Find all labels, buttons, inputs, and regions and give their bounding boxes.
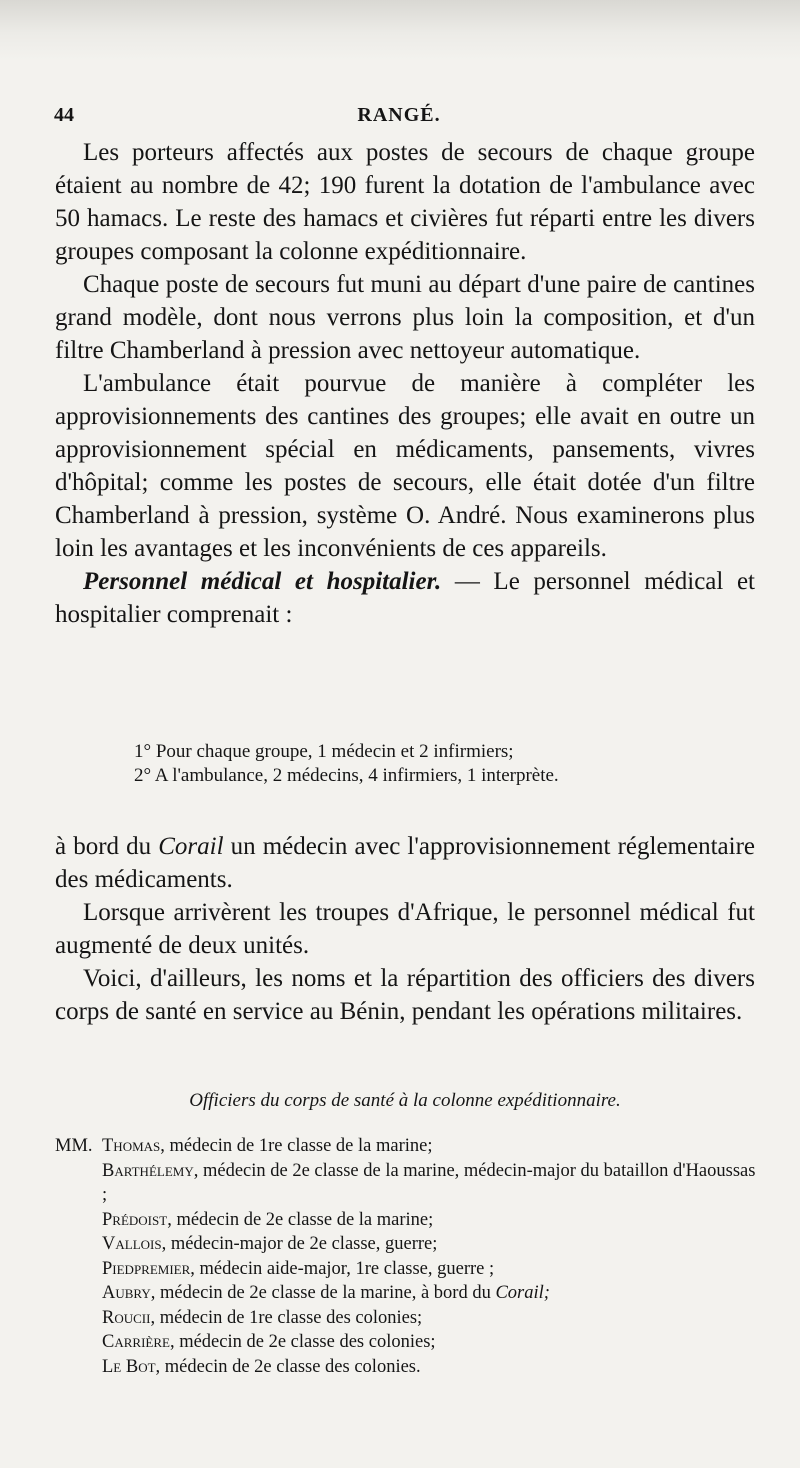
roster-entry [55,1159,760,1208]
paragraph-postes: Chaque poste de secours fut muni au départ d'une paire de cantines grand modèle, dont nous verrons plus loin la composition, et d'un filtre Chamberland à pression avec nettoyeur automatique. [55,271,755,364]
page-number: 44 [54,104,74,126]
paragraph-afrique: Lorsque arrivèrent les troupes d'Afrique, le personnel médical fut augmenté de deux unités. [55,899,755,959]
paragraph-personnel [55,565,755,631]
officer-name: Piedpremier [102,1258,191,1279]
officer-desc: , médecin de 2e classe de la marine, à bord du [150,1283,496,1303]
roster-prefix: MM. [55,1136,93,1156]
paragraph-ambulance: L'ambulance était pourvue de manière à compléter les approvisionnements des cantines des groupes; elle avait en outre un approvisionnement spécial en médicaments, pansements, vivres d'hôpital; comme les postes de secours, elle était dotée d'un filtre Chamberland à pression, système O. André. Nous examinerons plus loin les avantages et les inconvénients de ces appareils. [55,370,755,562]
officer-roster [55,1134,760,1379]
roster-entry [55,1355,760,1380]
officer-name: Thomas [102,1136,161,1156]
officer-desc: , médecin de 1re classe de la marine; [160,1136,433,1156]
scan-shadow [0,0,800,60]
main-text [55,136,755,631]
staff-item-1: 1° Pour chaque groupe, 1 médecin et 2 infirmiers; [134,741,514,762]
main-text-continued [55,830,755,1028]
officer-name: Aubry [102,1283,151,1303]
officer-name: Vallois [102,1234,162,1254]
officer-name: Le Bot [102,1356,156,1377]
roster-entry [55,1330,760,1355]
page-header [54,104,744,128]
roster-entry [55,1257,760,1282]
roster-entry [55,1208,760,1233]
officer-name: Carrière [102,1332,170,1352]
officer-desc: , médecin de 2e classe de la marine, médecin-major du bataillon d'Haoussas ; [102,1160,756,1205]
corail-text-b: un médecin avec l'approvisionnement réglementaire des médicaments. [55,833,755,893]
officer-desc: , médecin de 2e classe de la marine; [167,1209,434,1230]
paragraph-porteurs: Les porteurs affectés aux postes de secours de chaque groupe étaient au nombre de 42; 190 furent la dotation de l'ambulance avec 50 hamacs. Le reste des hamacs et civières fut réparti entre les divers groupes composant la colonne expéditionnaire. [55,139,755,265]
staff-list [134,740,754,788]
roster-entry [55,1281,760,1306]
paragraph-corail [55,830,755,896]
officer-name: Barthélemy [102,1160,194,1181]
officer-desc: , médecin-major de 2e classe, guerre; [161,1234,438,1254]
running-title: RANGÉ. [357,104,441,126]
section-title: Officiers du corps de santé à la colonne expéditionnaire. [189,1090,621,1111]
officer-desc: , médecin aide-major, 1re classe, guerre ; [190,1258,495,1279]
officer-desc: , médecin de 2e classe des colonies. [155,1356,421,1377]
personnel-heading: Personnel médical et hospitalier. [83,568,442,595]
corail-text-a: à bord du [55,833,159,860]
officer-name: Roucii [102,1307,151,1328]
roster-entry [55,1306,760,1331]
paragraph-repartition: Voici, d'ailleurs, les noms et la répartition des officiers des divers corps de santé en service au Bénin, pendant les opérations militaires. [55,965,755,1025]
roster-entry [55,1232,760,1257]
ship-name: Corail [158,833,224,860]
roster-entry [55,1134,760,1159]
personnel-intro: — Le personnel médical et hospitalier comprenait : [55,568,755,628]
officer-desc: , médecin de 1re classe des colonies; [150,1307,423,1328]
ship-name: Corail; [495,1283,550,1303]
officer-desc: , médecin de 2e classe des colonies; [169,1332,436,1352]
staff-item-2: 2° A l'ambulance, 2 médecins, 4 infirmiers, 1 interprète. [134,765,559,786]
officer-name: Prédoist [102,1209,168,1230]
